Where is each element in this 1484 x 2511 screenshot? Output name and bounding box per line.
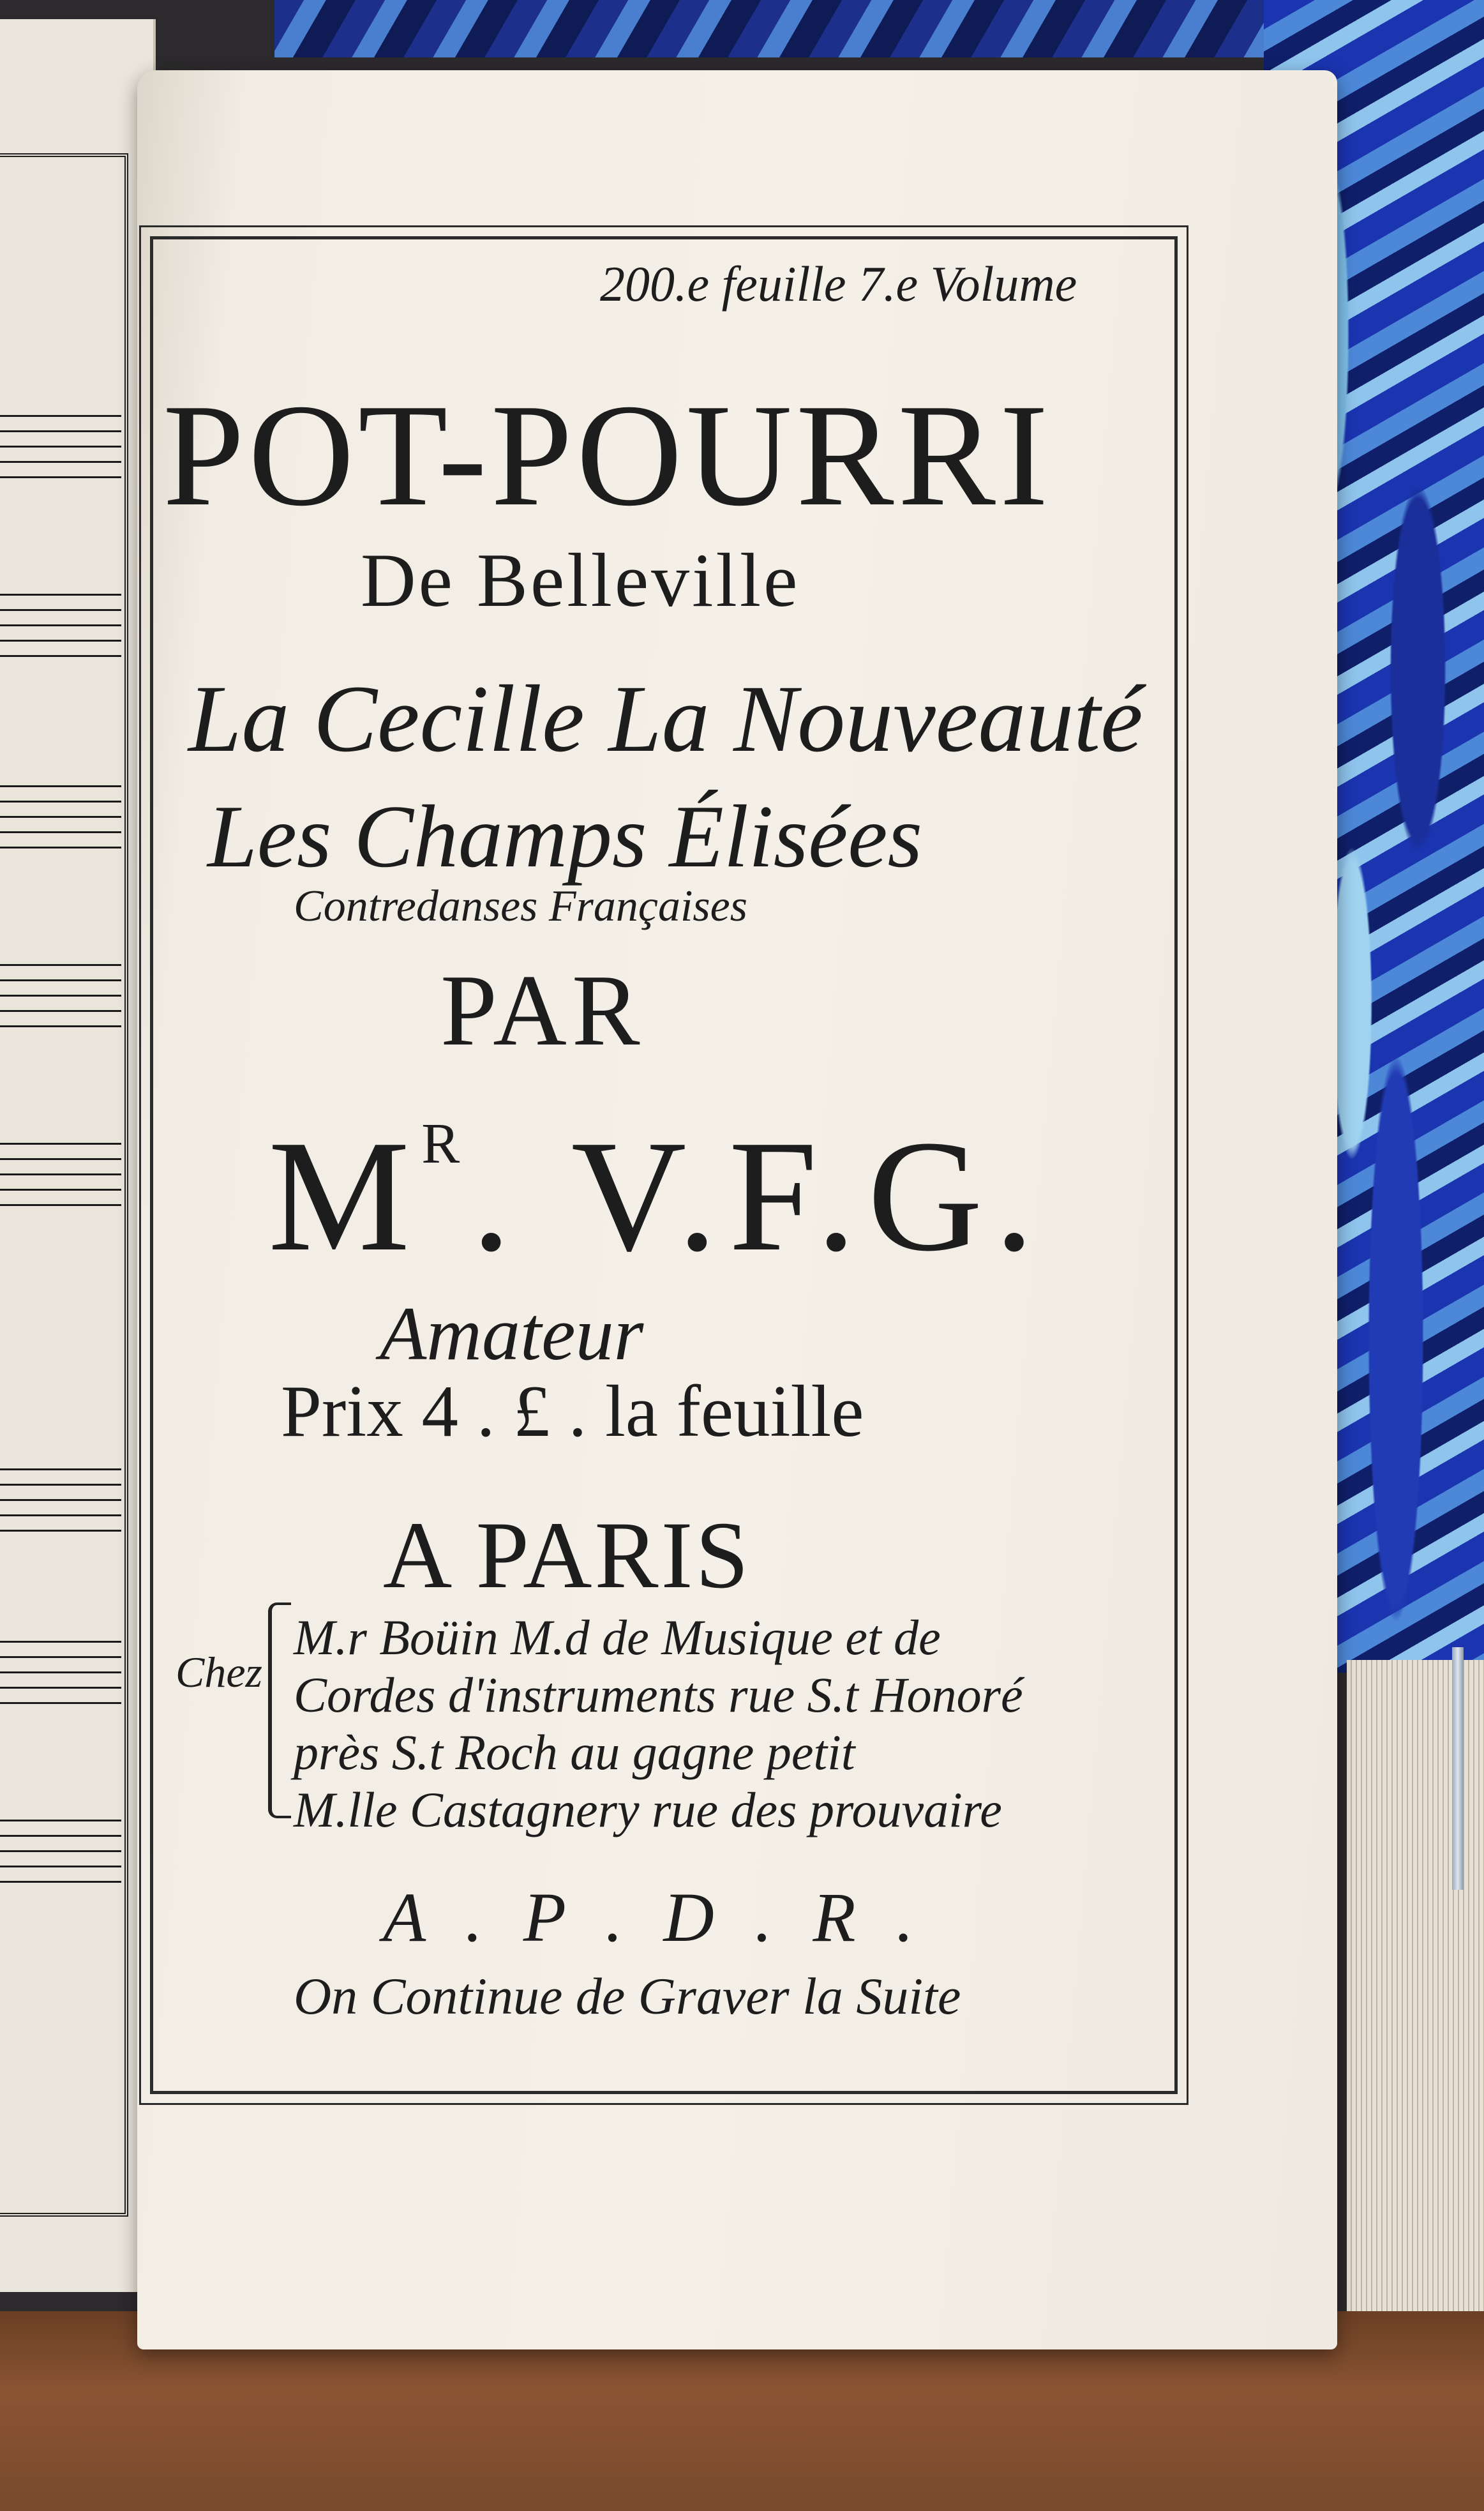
- author-name: $M^R$. V.F.G.: [268, 1108, 1046, 1285]
- continuation-note: On Continue de Graver la Suite: [294, 1967, 961, 2025]
- music-staff: [0, 1820, 121, 1890]
- subtitle: De Belleville: [361, 538, 800, 622]
- piece-names-line-2: Les Champs Élisées: [207, 787, 922, 886]
- music-staff: [0, 1143, 121, 1213]
- piece-names-line-1: La Cecille La Nouveauté: [188, 666, 1143, 772]
- music-staff: [0, 1641, 121, 1711]
- volume-header: 200.e feuille 7.e Volume: [600, 256, 1077, 312]
- music-staff: [0, 1468, 121, 1539]
- genre-line: Contredanses Françaises: [294, 882, 747, 931]
- music-staff: [0, 785, 121, 856]
- price-line: Prix 4 . £ . la feuille: [281, 1371, 864, 1452]
- music-staff: [0, 415, 121, 485]
- music-staff: [0, 594, 121, 664]
- address-brace: [268, 1602, 291, 1818]
- page-title: POT-POURRI: [163, 373, 1053, 536]
- address-line: M.r Boüin M.d de Musique et de: [294, 1610, 941, 1665]
- chez-label: Chez: [176, 1648, 262, 1696]
- city-line: A PARIS: [383, 1502, 751, 1608]
- author-role: Amateur: [380, 1291, 644, 1376]
- bookmark-ribbon: [1452, 1647, 1464, 1890]
- privilege-line: A . P . D . R .: [383, 1878, 926, 1956]
- by-label: PAR: [440, 953, 645, 1067]
- music-staff: [0, 964, 121, 1034]
- marbled-paper-top: [274, 0, 1270, 57]
- address-line: Cordes d'instruments rue S.t Honoré: [294, 1667, 1023, 1723]
- address-line: près S.t Roch au gagne petit: [294, 1724, 855, 1780]
- left-page-music-score: [0, 19, 156, 2292]
- address-line: M.lle Castagnery rue des prouvaire: [294, 1782, 1002, 1837]
